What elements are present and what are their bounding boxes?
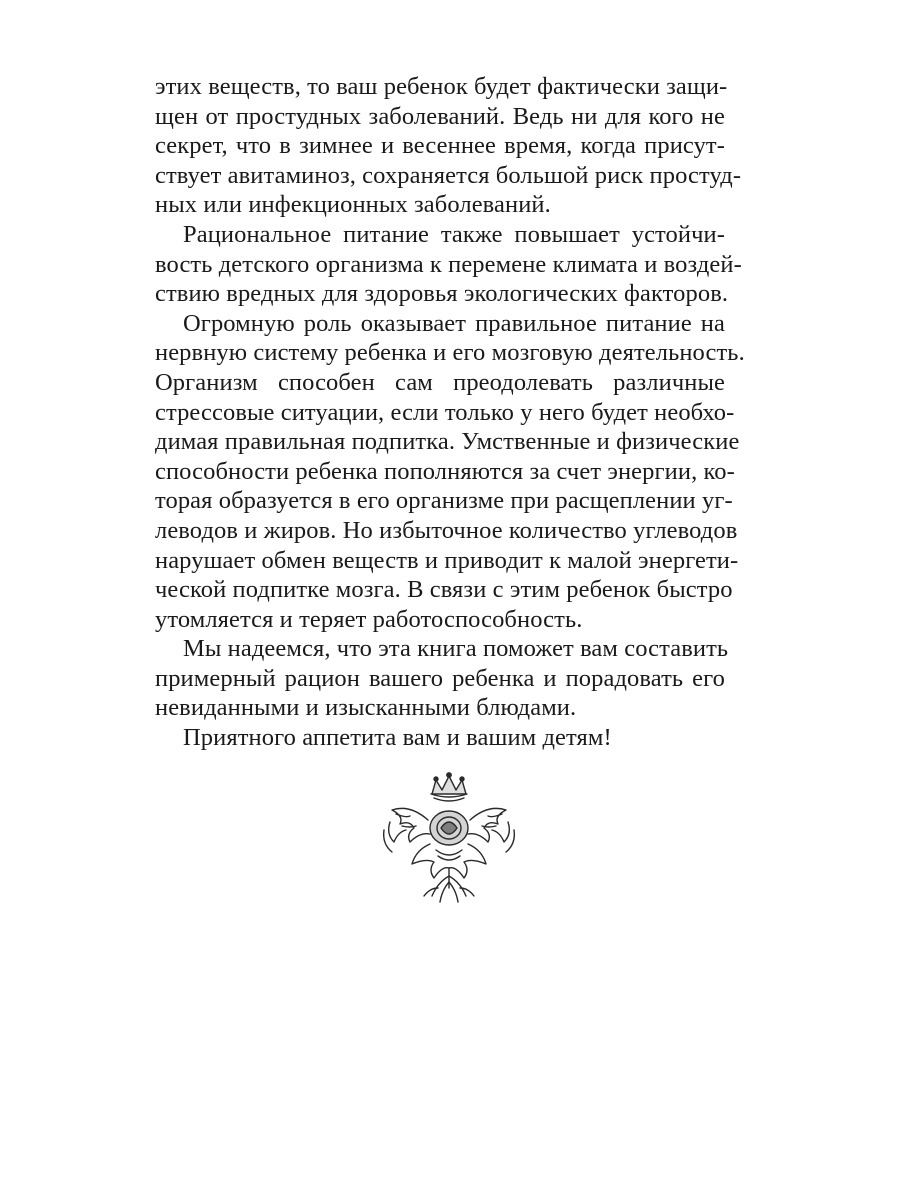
- text-line: вость детского организма к перемене климата и воздей-: [155, 250, 742, 278]
- text-line: ствует авитаминоз, сохраняется большой риск простуд-: [155, 161, 742, 189]
- text-line: ствию вредных для здоровья экологических факторов.: [155, 280, 729, 308]
- text-line: Организм способен сам преодолевать различные: [155, 368, 725, 396]
- text-line: примерный рацион вашего ребенка и порадовать его: [155, 664, 725, 692]
- paragraph-4: [155, 634, 729, 723]
- text-line: Приятного аппетита вам и вашим детям!: [183, 724, 612, 752]
- text-line: ных или инфекционных заболеваний.: [155, 191, 551, 219]
- paragraph-5: [155, 723, 725, 753]
- text-line: димая правильная подпитка. Умственные и физические: [155, 428, 740, 456]
- text-line: секрет, что в зимнее и весеннее время, когда присут-: [155, 132, 725, 160]
- text-line: леводов и жиров. Но избыточное количество углеводов: [155, 516, 738, 544]
- text-line: торая образуется в его организме при расщеплении уг-: [155, 487, 733, 515]
- paragraph-2: [155, 220, 742, 309]
- text-line: ческой подпитке мозга. В связи с этим ребенок быстро: [155, 576, 733, 604]
- text-line: щен от простудных заболеваний. Ведь ни для кого не: [155, 102, 725, 130]
- text-line: Мы надеемся, что эта книга поможет вам составить: [183, 635, 729, 663]
- text-line: этих веществ, то ваш ребенок будет фактически защи-: [155, 73, 728, 100]
- text-line: способности ребенка пополняются за счет энергии, ко-: [155, 457, 735, 485]
- text-line: утомляется и теряет работоспособность.: [155, 605, 583, 633]
- text-line: стрессовые ситуации, если только у него будет необхо-: [155, 398, 735, 426]
- page-body: [155, 72, 745, 753]
- text-line: Огромную роль оказывает правильное питание на: [183, 309, 725, 337]
- text-line: нервную систему ребенка и его мозговую деятельность.: [155, 339, 745, 367]
- text-line: невиданными и изысканными блюдами.: [155, 694, 577, 722]
- paragraph-1: [155, 72, 742, 220]
- text-line: Рациональное питание также повышает устойчи-: [183, 220, 725, 248]
- heraldic-crest-icon: [376, 770, 522, 904]
- text-line: нарушает обмен веществ и приводит к малой энергети-: [155, 546, 739, 574]
- paragraph-3: [155, 309, 745, 635]
